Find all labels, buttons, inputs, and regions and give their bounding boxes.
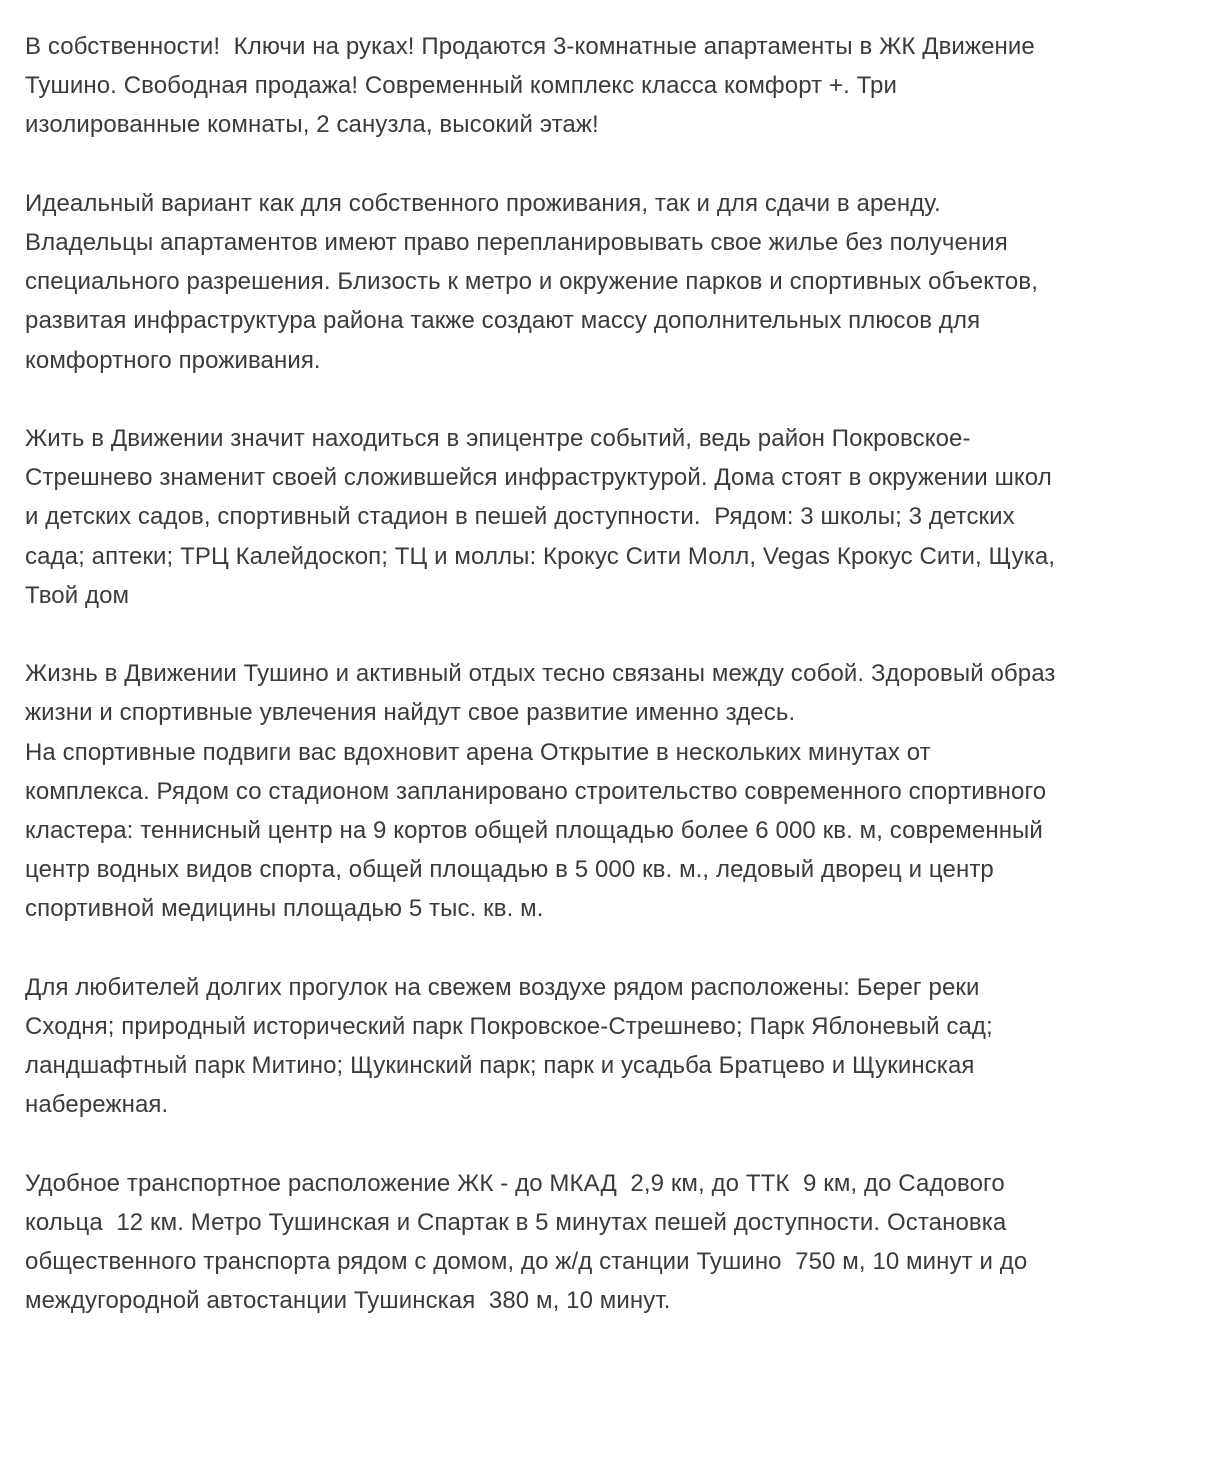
document-body [25,27,1205,1360]
text-line: и детских садов, спортивный стадион в пешей доступности. Рядом: 3 школы; 3 детских [25,503,1015,531]
text-line: набережная. [25,1091,169,1119]
paragraph-parks [25,968,1205,1125]
text-line: На спортивные подвиги вас вдохновит арена Открытие в нескольких минутах от [25,738,931,766]
text-line: Жить в Движении значит находиться в эпицентре событий, ведь район Покровское- [25,425,971,452]
text-line: центр водных видов спорта, общей площадью в 5 000 кв. м., ледовый дворец и центр [25,856,994,884]
text-line: кольца 12 км. Метро Тушинская и Спартак в 5 минутах пешей доступности. Остановка [25,1209,1007,1237]
paragraph-ideal-option [25,184,1205,380]
text-line: сада; аптеки; ТРЦ Калейдоскоп; ТЦ и моллы: Крокус Сити Молл, Vegas Крокус Сити, Щука, [25,542,1056,570]
text-line: Тушино. Свободная продажа! Современный комплекс класса комфорт +. Три [25,72,898,100]
text-line: Владельцы апартаментов имеют право перепланировывать свое жилье без получения [25,229,1008,256]
text-line: изолированные комнаты, 2 санузла, высокий этаж! [25,111,599,139]
paragraph-infrastructure [25,419,1205,615]
text-line: развитая инфраструктура района также создают массу дополнительных плюсов для [25,307,981,335]
text-line: комплекса. Рядом со стадионом запланировано строительство современного спортивного [25,777,1047,805]
text-line: Жизнь в Движении Тушино и активный отдых тесно связаны между собой. Здоровый образ [25,660,1056,688]
paragraph-sports [25,654,1205,928]
text-line: Удобное транспортное расположение ЖК - до МКАД 2,9 км, до ТТК 9 км, до Садового [25,1169,1005,1197]
text-line: Идеальный вариант как для собственного проживания, так и для сдачи в аренду. [25,189,941,217]
text-line: В собственности! Ключи на руках! Продаются 3-комнатные апартаменты в ЖК Движение [25,33,1035,60]
text-line: ландшафтный парк Митино; Щукинский парк; парк и усадьба Братцево и Щукинская [25,1052,975,1080]
text-line: жизни и спортивные увлечения найдут свое развитие именно здесь. [25,699,796,727]
text-line: Твой дом [25,581,130,609]
paragraph-ownership [25,27,1205,145]
text-line: Для любителей долгих прогулок на свежем воздухе рядом расположены: Берег реки [25,973,980,1001]
text-line: междугородной автостанции Тушинская 380 м, 10 минут. [25,1287,671,1315]
text-line: Стрешнево знаменит своей сложившейся инфраструктурой. Дома стоят в окружении школ [25,464,1052,492]
text-line: Сходня; природный исторический парк Покровское-Стрешнево; Парк Яблоневый сад; [25,1013,993,1041]
paragraph-transport [25,1164,1205,1321]
text-line: общественного транспорта рядом с домом, до ж/д станции Тушино 750 м, 10 минут и до [25,1248,1028,1276]
text-line: кластера: теннисный центр на 9 кортов общей площадью более 6 000 кв. м, современный [25,817,1043,845]
text-line: комфортного проживания. [25,346,321,374]
text-line: спортивной медицины площадью 5 тыс. кв. м. [25,895,544,923]
text-line: специального разрешения. Близость к метро и окружение парков и спортивных объектов, [25,268,1038,296]
